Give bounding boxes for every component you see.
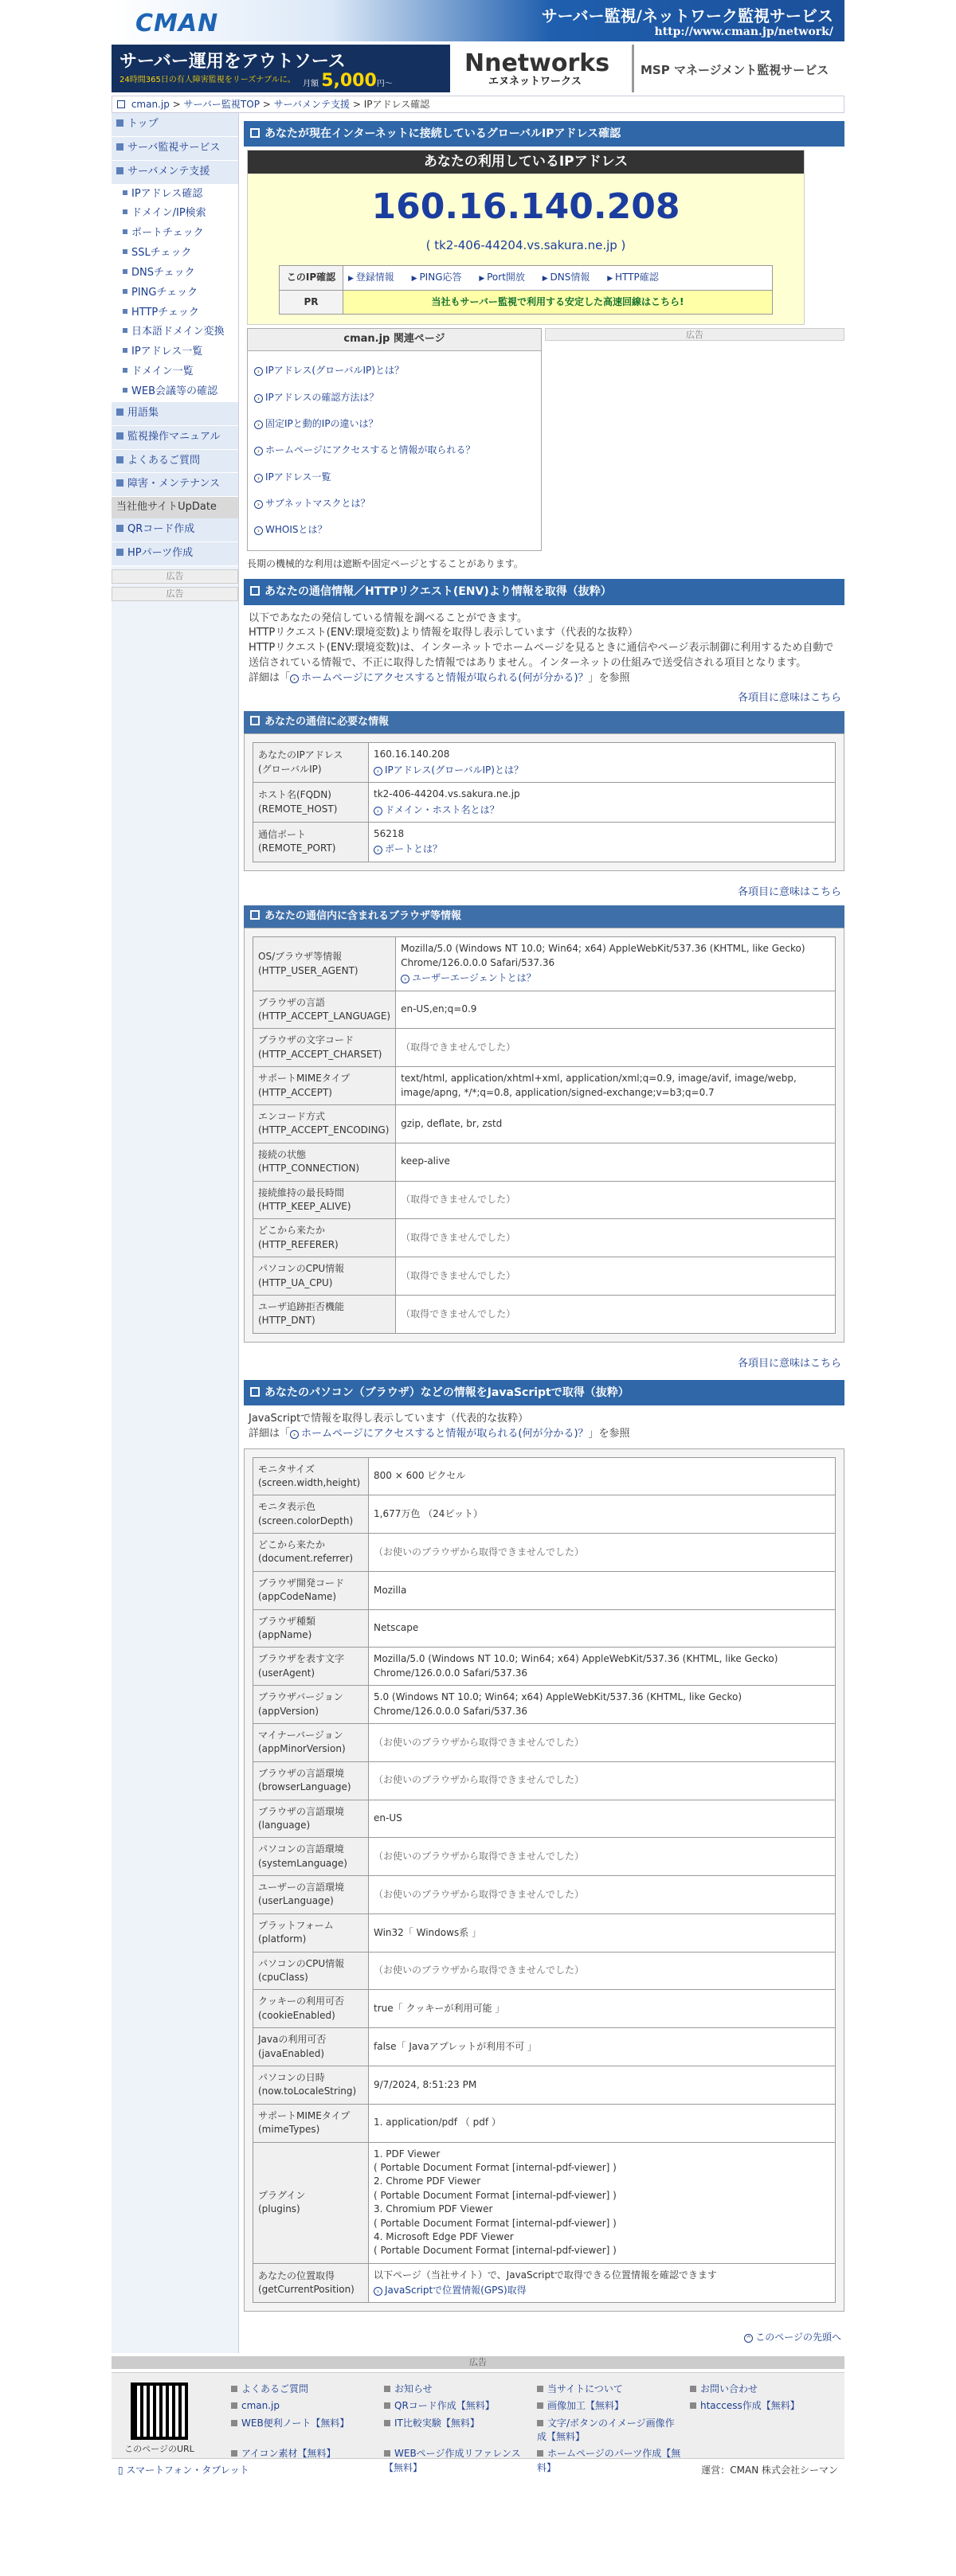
js-value: 5.0 (Windows NT 10.0; Win64; x64) AppleWebKit/537.36 (KHTML, like Gecko) Chrome/126.0.0.0 Safari/537.36	[369, 1686, 836, 1724]
footer-link[interactable]: 当サイトについて	[537, 2383, 684, 2396]
env-detail-link[interactable]: ホームページにアクセスすると情報が取られる(何が分かる)？	[301, 671, 589, 684]
breadcrumb-cman[interactable]: cman.jp	[131, 99, 170, 110]
env-description: 以下であなたの発信している情報を調べることができます。 HTTPリクエスト(ENV:環境変数)より情報を取得し表示しています（代表的な抜粋） HTTPリクエスト(ENV:環境変数)は、インターネットでホームページを見るときに通信やページ表示制御に利用するため自動で送信されている情報で、不正に取得した情報ではありません。インターネットの仕組みで送受信される項目となります。 詳細は「 › ホームページにアクセスすると情報が取られる(何が分かる)？」を参照	[249, 612, 834, 684]
browser-row	[253, 991, 836, 1029]
sidebar-item-web-meeting[interactable]: WEB会議等の確認	[112, 382, 238, 402]
dns-info-link[interactable]: ▶ DNS情報	[543, 272, 590, 283]
js-help-link[interactable]: › JavaScriptで位置情報(GPS)取得	[374, 2284, 830, 2297]
browser-row	[253, 1295, 836, 1333]
js-table-wrap	[244, 1448, 844, 2312]
js-row	[253, 1876, 836, 1914]
js-row	[253, 1534, 836, 1572]
js-key: プラットフォーム (platform)	[253, 1913, 369, 1952]
ip-section-header: あなたが現在インターネットに接続しているグローバルIPアドレス確認	[244, 121, 844, 147]
related-item[interactable]: › 固定IPと動的IPの違いは？	[254, 411, 535, 437]
sidebar-item-port[interactable]: ポートチェック	[112, 224, 238, 244]
breadcrumb-maint[interactable]: サーバメンテ支援	[273, 99, 351, 110]
host-name: ( tk2-406-44204.vs.sakura.ne.jp )	[425, 237, 626, 252]
js-value: true「 クッキーが利用可能 」	[369, 1990, 836, 2028]
comm-key: ホスト名(FQDN) (REMOTE_HOST)	[253, 783, 369, 823]
http-check-link[interactable]: ▶ HTTP確認	[607, 272, 659, 283]
js-row	[253, 2142, 836, 2263]
browser-row	[253, 937, 836, 991]
js-value: （お使いのブラウザから取得できませんでした）	[369, 1838, 836, 1876]
js-key: どこから来たか (document.referrer)	[253, 1534, 369, 1572]
link-icon: ›	[290, 1430, 299, 1439]
js-key: ブラウザを表す文字 (userAgent)	[253, 1648, 369, 1686]
js-value: Mozilla	[369, 1571, 836, 1609]
related-item[interactable]: › サブネットマスクとは？	[254, 491, 535, 517]
footer-link[interactable]: 文字/ボタンのイメージ画像作成【無料】	[537, 2417, 684, 2445]
js-row	[253, 2263, 836, 2303]
browser-key: 接続の状態 (HTTP_CONNECTION)	[253, 1143, 396, 1181]
footer-link[interactable]: cman.jp	[231, 2399, 378, 2413]
env-section-header: あなたの通信情報／HTTPリクエスト(ENV)より情報を取得（抜粋）	[244, 579, 844, 604]
footer-link[interactable]: よくあるご質問	[231, 2383, 378, 2396]
main-content	[239, 113, 844, 2353]
sidebar-top[interactable]: トップ	[112, 113, 238, 137]
sidebar-other-sites: 当社他サイトUpDate	[112, 497, 238, 518]
js-value: （お使いのブラウザから取得できませんでした）	[369, 1952, 836, 1990]
js-row	[253, 1571, 836, 1609]
link-icon: ›	[374, 807, 382, 815]
browser-table	[253, 936, 836, 1333]
sidebar-item-http[interactable]: HTTPチェック	[112, 303, 238, 323]
related-ad-label: 広告	[545, 328, 844, 341]
js-description: JavaScriptで情報を取得し表示しています（代表的な抜粋） 詳細は「 › ホームページにアクセスすると情報が取られる(何が分かる)？」を参照	[249, 1412, 630, 1440]
footer-link[interactable]: お問い合わせ	[690, 2383, 836, 2396]
comm-key: あなたのIPアドレス (グローバルIP)	[253, 743, 369, 783]
header-slogan: サーバー監視/ネットワーク監視サービス	[541, 6, 833, 25]
link-icon: ›	[290, 674, 299, 683]
sidebar-item-dns[interactable]: DNSチェック	[112, 264, 238, 283]
link-icon: ›	[254, 394, 263, 403]
link-icon: ›	[254, 420, 263, 429]
browser-value: en-US,en;q=0.9	[396, 991, 836, 1029]
browser-subheader: あなたの通信内に含まれるブラウザ等情報	[244, 905, 844, 928]
comm-key: 通信ポート (REMOTE_PORT)	[253, 823, 369, 862]
sidebar-item-domain-ip[interactable]: ドメイン/IP検索	[112, 204, 238, 224]
link-icon: ›	[254, 526, 263, 535]
browser-value: （取得できませんでした）	[396, 1219, 836, 1257]
js-detail-link[interactable]: ホームページにアクセスすると情報が取られる(何が分かる)？	[301, 1427, 589, 1440]
ip-confirm-label: このIP確認	[280, 266, 343, 290]
comm-more-link[interactable]: 各項目に意味はこちら	[737, 885, 841, 898]
comm-table	[253, 742, 836, 862]
js-key: ブラウザ種類 (appName)	[253, 1609, 369, 1648]
sidebar	[112, 113, 239, 2353]
js-value: 1. PDF Viewer ( Portable Document Format [internal-pdf-viewer] ) 2. Chrome PDF Viewer ( Portable Document Format [internal-pdf-viewer] ) 3. Chromium PDF Viewer ( Portable Document Format [internal-pdf-viewer] ) 4. Microsoft Edge PDF Viewer ( Portable Document Format [internal-pdf-viewer] )	[369, 2142, 836, 2263]
comm-help-link[interactable]: › ドメイン・ホスト名とは？	[374, 803, 830, 817]
js-value: 9/7/2024, 8:51:23 PM	[369, 2066, 836, 2105]
nnetworks-logo: Nnetworks	[464, 49, 610, 77]
browser-value: Mozilla/5.0 (Windows NT 10.0; Win64; x64) AppleWebKit/537.36 (KHTML, like Gecko) Chrome/126.0.0.0 Safari/537.36 › ユーザーエージェントとは？	[396, 937, 836, 991]
footer-link[interactable]: ホームページのパーツ作成【無料】	[537, 2447, 684, 2475]
browser-key: ブラウザの文字コード (HTTP_ACCEPT_CHARSET)	[253, 1029, 396, 1067]
footer-link[interactable]: 画像加工【無料】	[537, 2399, 684, 2413]
cman-logo[interactable]: CMAN	[135, 10, 219, 37]
msp-ad-text: MSP マネージメント監視サービス	[641, 63, 829, 77]
footer-link[interactable]: IT比較実験【無料】	[384, 2417, 531, 2445]
sidebar-monitor[interactable]: サーバ監視サービス	[112, 137, 238, 161]
sidebar-item-ssl[interactable]: SSLチェック	[112, 244, 238, 264]
related-item[interactable]: › WHOISとは？	[254, 517, 535, 543]
js-section-header: あなたのパソコン（ブラウザ）などの情報をJavaScriptで取得（抜粋）	[244, 1380, 844, 1405]
section-icon	[250, 716, 260, 725]
browser-row	[253, 1104, 836, 1143]
comm-value: 56218 › ポートとは？	[369, 823, 836, 862]
js-row	[253, 1800, 836, 1838]
top-ads	[112, 41, 844, 96]
outsource-ad-banner[interactable]	[112, 45, 450, 92]
js-key: パソコンの言語環境 (systemLanguage)	[253, 1838, 369, 1876]
js-row	[253, 1609, 836, 1648]
usage-note: 長期の機械的な利用は遮断や固定ページとすることがあります。	[247, 557, 523, 569]
js-row	[253, 1686, 836, 1724]
js-key: ブラウザの言語環境 (browserLanguage)	[253, 1761, 369, 1800]
footer-link[interactable]: WEB便利ノート【無料】	[231, 2417, 378, 2445]
browser-value: gzip, deflate, br, zstd	[396, 1104, 836, 1143]
js-value: Win32「 Windows系 」	[369, 1913, 836, 1952]
breadcrumb-icon	[117, 100, 125, 108]
ad1-price: 月額 5,000円〜	[303, 71, 393, 91]
link-icon: ›	[254, 447, 263, 455]
site-header	[112, 0, 844, 41]
up-arrow-icon: ^	[744, 2334, 753, 2343]
js-value: 1. application/pdf （ pdf ）	[369, 2104, 836, 2142]
browser-key: 接続維持の最長時間 (HTTP_KEEP_ALIVE)	[253, 1181, 396, 1219]
js-row	[253, 2028, 836, 2066]
sidebar-glossary[interactable]: 用語集	[112, 402, 238, 426]
section-icon	[250, 1387, 260, 1397]
link-icon: ›	[374, 767, 382, 776]
link-icon: ›	[254, 474, 263, 483]
browser-help-link[interactable]: › ユーザーエージェントとは？	[401, 971, 830, 985]
link-icon: ›	[254, 500, 263, 509]
browser-key: ユーザ追跡拒否機能 (HTTP_DNT)	[253, 1295, 396, 1333]
browser-value: （取得できませんでした）	[396, 1181, 836, 1219]
sidebar-faq[interactable]: よくあるご質問	[112, 450, 238, 474]
js-value: 800 × 600 ピクセル	[369, 1457, 836, 1495]
comm-row	[253, 823, 836, 862]
browser-value: （取得できませんでした）	[396, 1029, 836, 1067]
related-pages	[247, 328, 542, 551]
qr-code-image	[131, 2383, 188, 2440]
msp-ad-banner[interactable]	[632, 45, 839, 92]
js-value: en-US	[369, 1800, 836, 1838]
browser-key: OS/ブラウザ等情報 (HTTP_USER_AGENT)	[253, 937, 396, 991]
js-row	[253, 1457, 836, 1495]
js-row	[253, 1495, 836, 1534]
sidebar-trouble[interactable]: 障害・メンテナンス	[112, 473, 238, 497]
browser-key: サポートMIMEタイプ (HTTP_ACCEPT)	[253, 1067, 396, 1105]
sidebar-maint[interactable]: サーバメンテ支援	[112, 161, 238, 185]
js-key: Javaの利用可否 (javaEnabled)	[253, 2028, 369, 2066]
js-row	[253, 2066, 836, 2105]
js-key: ブラウザの言語環境 (language)	[253, 1800, 369, 1838]
js-value: Netscape	[369, 1609, 836, 1648]
browser-value: （取得できませんでした）	[396, 1295, 836, 1333]
phone-icon: ▯	[118, 2464, 127, 2476]
browser-key: ブラウザの言語 (HTTP_ACCEPT_LANGUAGE)	[253, 991, 396, 1029]
section-icon	[250, 910, 260, 920]
js-key: ブラウザバージョン (appVersion)	[253, 1686, 369, 1724]
comm-help-link[interactable]: › IPアドレス(グローバルIP)とは？	[374, 764, 830, 777]
js-row	[253, 1838, 836, 1876]
ip-box	[247, 150, 805, 325]
port-open-link[interactable]: ▶ Port開放	[479, 272, 525, 283]
js-value: 1,677万色 （24ビット）	[369, 1495, 836, 1534]
js-key: ユーザーの言語環境 (userLanguage)	[253, 1876, 369, 1914]
qr-label: このページのURL	[124, 2443, 194, 2454]
link-icon: ›	[374, 846, 382, 854]
browser-key: どこから来たか (HTTP_REFERER)	[253, 1219, 396, 1257]
js-key: モニタサイズ (screen.width,height)	[253, 1457, 369, 1495]
link-icon: ›	[254, 367, 263, 376]
footer-link[interactable]: QRコード作成【無料】	[384, 2399, 531, 2413]
breadcrumb: cman.jp > サーバー監視TOP > サーバメンテ支援 > IPアドレス確認	[112, 96, 844, 113]
js-value: （お使いのブラウザから取得できませんでした）	[369, 1761, 836, 1800]
js-row	[253, 1990, 836, 2028]
footer-link[interactable]: アイコン素材【無料】	[231, 2447, 378, 2475]
comm-value: tk2-406-44204.vs.sakura.ne.jp › ドメイン・ホスト名とは？	[369, 783, 836, 823]
link-icon: ›	[374, 2287, 382, 2296]
comm-help-link[interactable]: › ポートとは？	[374, 842, 830, 856]
browser-row	[253, 1029, 836, 1067]
js-value: Mozilla/5.0 (Windows NT 10.0; Win64; x64) AppleWebKit/537.36 (KHTML, like Gecko) Chrome/126.0.0.0 Safari/537.36	[369, 1648, 836, 1686]
js-value: （お使いのブラウザから取得できませんでした）	[369, 1534, 836, 1572]
browser-row	[253, 1067, 836, 1105]
ad1-title: サーバー運用をアウトソース	[120, 51, 346, 72]
sidebar-item-ip[interactable]: IPアドレス確認	[112, 185, 238, 205]
js-row	[253, 1648, 836, 1686]
nnetworks-ad-banner[interactable]	[461, 45, 621, 92]
page-top-link[interactable]: ^ このページの先頭へ	[244, 2312, 844, 2352]
breadcrumb-current: IPアドレス確認	[363, 99, 430, 110]
browser-table-wrap	[244, 928, 844, 1342]
js-table	[253, 1457, 836, 2304]
js-key: あなたの位置取得 (getCurrentPosition)	[253, 2263, 369, 2303]
sidebar-item-domain-list[interactable]: ドメイン一覧	[112, 362, 238, 382]
browser-more-link[interactable]: 各項目に意味はこちら	[737, 1357, 841, 1370]
browser-value: keep-alive	[396, 1143, 836, 1181]
comm-subheader: あなたの通信に必要な情報	[244, 711, 844, 734]
sidebar-qr[interactable]: QRコード作成	[112, 518, 238, 542]
comm-table-wrap	[244, 733, 844, 870]
copyright: 運営：CMAN 株式会社シーマン	[701, 2464, 838, 2476]
sidebar-item-ip-list[interactable]: IPアドレス一覧	[112, 342, 238, 362]
ip-box-title: あなたの利用しているIPアドレス	[248, 150, 804, 174]
ad1-subtitle: 24時間365日の有人障害監視をリーズナブルに。	[120, 76, 296, 84]
related-row	[247, 328, 844, 551]
js-row	[253, 2104, 836, 2142]
ping-link[interactable]: ▶ PING応答	[412, 272, 462, 283]
footer-link[interactable]: WEBページ作成リファレンス【無料】	[384, 2447, 531, 2475]
browser-key: パソコンのCPU情報 (HTTP_UA_CPU)	[253, 1257, 396, 1296]
footer-ad-label: 広告	[112, 2356, 844, 2369]
smartphone-link[interactable]: ▯ スマートフォン・タブレット	[118, 2464, 249, 2476]
browser-value: text/html, application/xhtml+xml, application/xml;q=0.9, image/avif, image/webp, image/apng, */*;q=0.8, application/signed-exchange;v=b3;q=0.7	[396, 1067, 836, 1105]
comm-value: 160.16.140.208 › IPアドレス(グローバルIP)とは？	[369, 743, 836, 783]
js-key: マイナーバージョン (appMinorVersion)	[253, 1723, 369, 1761]
qr-code	[120, 2383, 199, 2453]
footer-link[interactable]: お知らせ	[384, 2383, 531, 2396]
nnetworks-kana: エヌネットワークス	[488, 76, 582, 88]
ip-actions-table	[279, 265, 773, 315]
js-value: false「 Javaアプレットが利用不可 」	[369, 2028, 836, 2066]
registration-info-link[interactable]: ▶ 登録情報	[348, 272, 394, 283]
header-url: http://www.cman.jp/network/	[654, 25, 833, 38]
browser-row	[253, 1143, 836, 1181]
js-row	[253, 1952, 836, 1990]
js-value: （お使いのブラウザから取得できませんでした）	[369, 1876, 836, 1914]
js-value: （お使いのブラウザから取得できませんでした）	[369, 1723, 836, 1761]
footer-link[interactable]: htaccess作成【無料】	[690, 2399, 836, 2413]
browser-row	[253, 1257, 836, 1296]
js-key: パソコンのCPU情報 (cpuClass)	[253, 1952, 369, 1990]
sidebar-ad-label: 広告	[112, 569, 238, 584]
js-key: パソコンの日時 (now.toLocaleString)	[253, 2066, 369, 2105]
section-icon	[250, 586, 260, 596]
pr-link[interactable]: 当社もサーバー監視で利用する安定した高速回線はこちら!	[343, 290, 773, 314]
browser-row	[253, 1181, 836, 1219]
pr-label: PR	[280, 290, 343, 314]
js-value: 以下ページ（当社サイト）で、JavaScriptで取得できる位置情報を確認できます › JavaScriptで位置情報(GPS)取得	[369, 2263, 836, 2303]
comm-row	[253, 783, 836, 823]
related-title: cman.jp 関連ページ	[248, 329, 541, 351]
related-item[interactable]: › IPアドレス一覧	[254, 464, 535, 491]
sidebar-hp-parts[interactable]: HPパーツ作成	[112, 542, 238, 566]
js-key: ブラウザ開発コード (appCodeName)	[253, 1571, 369, 1609]
browser-row	[253, 1219, 836, 1257]
ip-address: 160.16.140.208	[371, 186, 680, 227]
section-icon	[250, 128, 260, 138]
browser-key: エンコード方式 (HTTP_ACCEPT_ENCODING)	[253, 1104, 396, 1143]
js-key: モニタ表示色 (screen.colorDepth)	[253, 1495, 369, 1534]
js-row	[253, 1761, 836, 1800]
sidebar-manual[interactable]: 監視操作マニュアル	[112, 426, 238, 450]
browser-value: （取得できませんでした）	[396, 1257, 836, 1296]
related-item[interactable]: › IPアドレス(グローバルIP)とは？	[254, 358, 535, 384]
related-item[interactable]: › ホームページにアクセスすると情報が取られる？	[254, 437, 535, 463]
js-key: クッキーの利用可否 (cookieEnabled)	[253, 1990, 369, 2028]
env-more-link[interactable]: 各項目に意味はこちら	[737, 691, 841, 704]
related-item[interactable]: › IPアドレスの確認方法は？	[254, 385, 535, 411]
js-row	[253, 1723, 836, 1761]
js-row	[253, 1913, 836, 1952]
breadcrumb-monitor-top[interactable]: サーバー監視TOP	[183, 99, 260, 110]
ip-confirm-links	[343, 266, 773, 290]
sidebar-item-ping[interactable]: PINGチェック	[112, 283, 238, 303]
js-key: サポートMIMEタイプ (mimeTypes)	[253, 2104, 369, 2142]
comm-row	[253, 743, 836, 783]
sidebar-ad-label-2: 広告	[112, 587, 238, 601]
sidebar-item-jp-domain[interactable]: 日本語ドメイン変換	[112, 322, 238, 342]
js-key: プラグイン (plugins)	[253, 2142, 369, 2263]
link-icon: ›	[401, 975, 409, 983]
